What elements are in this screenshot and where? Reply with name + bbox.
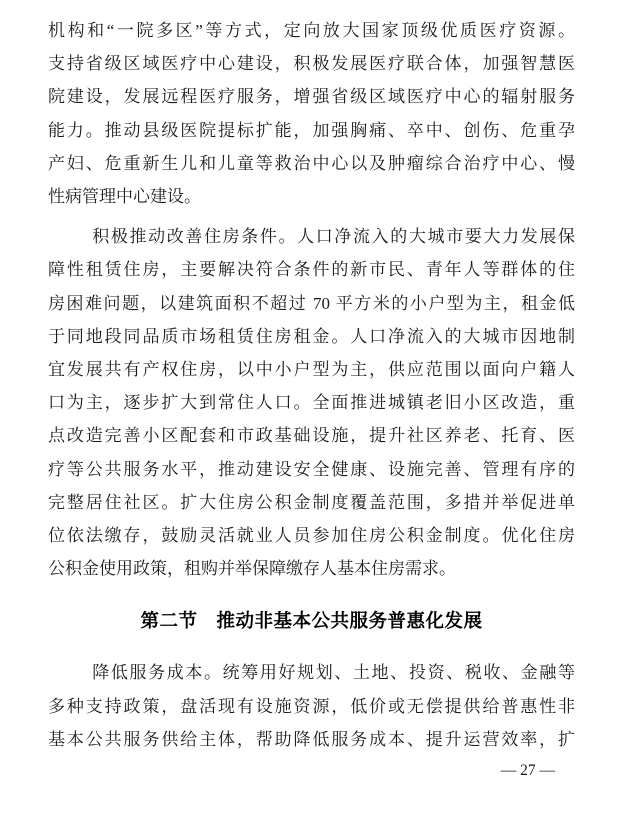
- text-line: 性病管理中心建设。: [48, 187, 201, 207]
- text-line: 障性租赁住房，主要解决符合条件的新市民、青年人等群体的住: [48, 260, 575, 280]
- section-heading: 第二节 推动非基本公共服务普惠化发展: [140, 610, 483, 632]
- text-line: 支持省级区域医疗中心建设，积极发展医疗联合体，加强智慧医: [48, 54, 575, 74]
- text-line: 宜发展共有产权住房，以中小户型为主，供应范围以面向户籍人: [48, 360, 575, 380]
- document-body: [48, 14, 575, 756]
- text-line: 院建设，发展远程医疗服务，增强省级区域医疗中心的辐射服务: [48, 87, 575, 107]
- text-line: 疗等公共服务水平，推动建设安全健康、设施完善、管理有序的: [48, 459, 575, 479]
- text-line: 积极推动改善住房条件。人口净流入的大城市要大力发展保: [92, 227, 575, 247]
- text-line: 点改造完善小区配套和市政基础设施，提升社区养老、托育、医: [48, 426, 575, 446]
- text-line: 产妇、危重新生儿和儿童等救治中心以及肿瘤综合治疗中心、慢: [48, 153, 575, 173]
- paragraph-housing-improvement: [48, 220, 575, 585]
- text-line: 公积金使用政策，租购并举保障缴存人基本住房需求。: [48, 559, 456, 579]
- text-line: 口为主，逐步扩大到常住人口。全面推进城镇老旧小区改造，重: [48, 393, 575, 413]
- text-line: 位依法缴存，鼓励灵活就业人员参加住房公积金制度。优化住房: [48, 526, 575, 546]
- text-line: 完整居住社区。扩大住房公积金制度覆盖范围，多措并举促进单: [48, 492, 575, 512]
- text-line: 降低服务成本。统筹用好规划、土地、投资、税收、金融等: [92, 663, 575, 683]
- paragraph-medical-resources: [48, 14, 575, 213]
- text-line: 于同地段同品质市场租赁住房租金。人口净流入的大城市因地制: [48, 326, 575, 346]
- text-line: 房困难问题，以建筑面积不超过 70 平方米的小户型为主，租金低: [48, 293, 575, 313]
- text-line: 基本公共服务供给主体，帮助降低服务成本、提升运营效率，扩: [48, 729, 575, 749]
- page-number: — 27 —: [500, 762, 555, 779]
- text-line: 机构和“一院多区”等方式，定向放大国家顶级优质医疗资源。: [48, 21, 575, 40]
- text-line: 能力。推动县级医院提标扩能，加强胸痛、卒中、创伤、危重孕: [48, 120, 575, 140]
- paragraph-reduce-service-costs: [48, 656, 575, 756]
- text-line: 多种支持政策，盘活现有设施资源，低价或无偿提供给普惠性非: [48, 696, 575, 716]
